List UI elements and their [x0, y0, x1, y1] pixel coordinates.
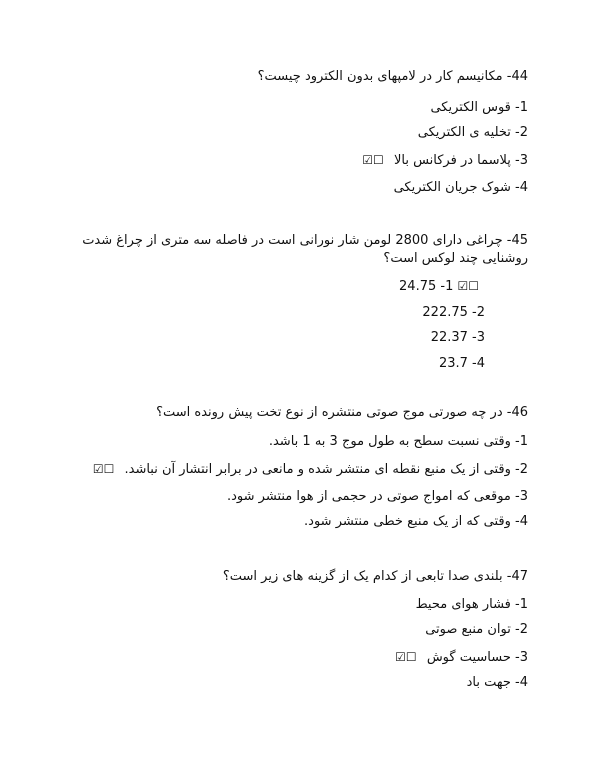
q47-option-3-text: 3- حساسیت گوش — [426, 650, 528, 665]
q47-option-2: 2- توان منبع صوتی — [425, 622, 528, 637]
q46-option-4: 4- وقتی که از یک منبع خطی منتشر شود. — [304, 514, 528, 529]
q44-option-2 — [418, 124, 528, 142]
question-44: 44- مکانیسم کار در لامپهای بدون الکترود چیست؟ — [257, 69, 528, 84]
q47-option-1: 1- فشار هوای محیط — [415, 597, 528, 612]
q46-option-2 — [93, 460, 528, 479]
q47-option-4: 4- جهت باد — [466, 675, 528, 690]
q44-option-3-text: 3- پلاسما در فرکانس بالا — [393, 153, 528, 168]
q44-option-4 — [394, 179, 528, 197]
checkbox-checked-icon: ☑☐ — [395, 650, 417, 664]
q45-option-4: 23.7 -4 — [438, 356, 485, 371]
q44-option-1 — [430, 99, 528, 117]
q44-option-2-text: 2- تخلیه ی الکتریکی — [417, 125, 528, 140]
question-46: 46- در چه صورتی موج صوتی منتشره از نوع تخت پیش رونده است؟ — [156, 405, 528, 420]
question-47: 47- بلندی صدا تابعی از کدام یک از گزینه های زیر است؟ — [222, 569, 528, 584]
q45-option-2: 222.75 -2 — [422, 305, 485, 320]
checkbox-checked-icon: ☑☐ — [92, 462, 115, 476]
checkbox-checked-icon: ☑☐ — [457, 279, 479, 293]
q44-option-1-text: 1- قوس الکتریکی — [430, 100, 528, 115]
q46-option-3: 3- موقعی که امواج صوتی در حجمی از هوا منتشر شود. — [227, 489, 528, 504]
q46-option-2-text: 2- وقتی از یک منبع نقطه ای منتشر شده و مانعی در برابر انتشار آن نباشد. — [124, 462, 528, 477]
q44-option-4-text: 4- شوک جریان الکتریکی — [393, 180, 528, 195]
q45-option-3: 22.37 -3 — [430, 330, 485, 345]
question-45: 45- چراغی دارای 2800 لومن شار نورانی است در فاصله سه متری از چراغ شدت روشنایی چند لوکس است؟ — [82, 233, 528, 266]
q44-option-3 — [362, 151, 528, 170]
q47-option-3 — [395, 648, 528, 667]
q45-option-1 — [399, 277, 485, 296]
q46-option-1: 1- وقتی نسبت سطح به طول موج 3 به 1 باشد. — [268, 434, 528, 449]
q45-option-1-text: 24.75 -1 — [399, 279, 454, 294]
checkbox-checked-icon: ☑☐ — [362, 153, 384, 167]
